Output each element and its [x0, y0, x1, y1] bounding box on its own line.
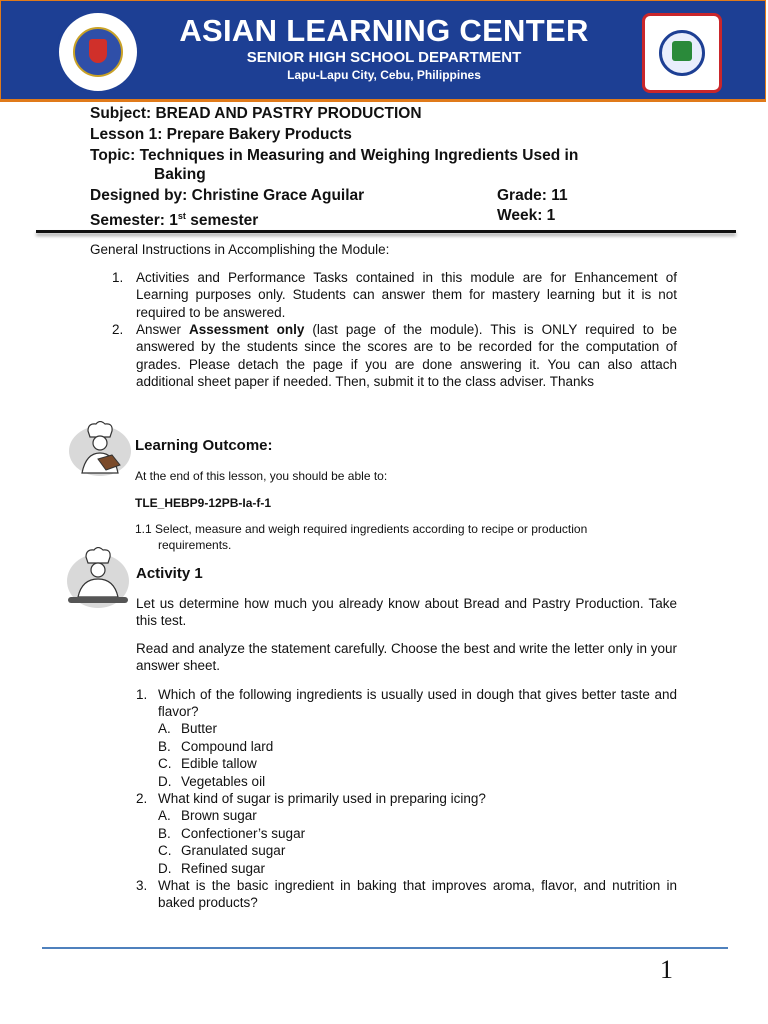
- question-number: 1.: [136, 687, 148, 702]
- school-seal-logo: [642, 13, 722, 93]
- learning-outcome-intro: At the end of this lesson, you should be able to:: [135, 469, 388, 483]
- option-text: Butter: [181, 721, 218, 736]
- instruction-text: (last page of the module). This is ONLY required to be answered by the students since the scores are to be recorded for the computation of grades. Please detach the page if you are done answering it. You can also attach additional sheet paper if needed. Then, submit it to the class adviser. Thanks: [136, 322, 677, 390]
- option-text: Refined sugar: [181, 861, 266, 876]
- option-letter: A.: [158, 808, 171, 823]
- question-1: Which of the following ingredients is usually used in dough that gives better taste and flavor?: [158, 687, 677, 720]
- instruction-number: 1.: [112, 270, 124, 285]
- instruction-text: Answer: [136, 322, 190, 337]
- school-location: Lapu-Lapu City, Cebu, Philippines: [287, 68, 481, 82]
- instructions-heading: General Instructions in Accomplishing the Module:: [90, 242, 390, 257]
- header-divider: [36, 230, 736, 233]
- activity-intro: Let us determine how much you already know about Bread and Pastry Production. Take this test.: [136, 596, 677, 629]
- lesson-line: Lesson 1: Prepare Bakery Products: [90, 126, 352, 143]
- option-text: Granulated sugar: [181, 843, 286, 858]
- option-letter: D.: [158, 774, 172, 789]
- semester-ordinal: st: [177, 211, 186, 221]
- question-3: What is the basic ingredient in baking that improves aroma, flavor, and nutrition in baked products?: [158, 878, 677, 911]
- objective-line-cont: requirements.: [158, 538, 232, 552]
- option-letter: A.: [158, 721, 171, 736]
- question-2: What kind of sugar is primarily used in preparing icing?: [158, 791, 486, 806]
- week-line: Week: 1: [497, 207, 556, 224]
- instruction-number: 2.: [112, 322, 124, 337]
- option-text: Compound lard: [181, 739, 274, 754]
- department-name: SENIOR HIGH SCHOOL DEPARTMENT: [246, 49, 522, 66]
- header-banner: [0, 0, 766, 102]
- footer-divider: [42, 947, 728, 949]
- semester-line: [90, 206, 258, 231]
- option-text: Vegetables oil: [181, 774, 266, 789]
- option-text: Edible tallow: [181, 756, 257, 771]
- question-number: 2.: [136, 791, 148, 806]
- option-text: Brown sugar: [181, 808, 257, 823]
- option-letter: B.: [158, 739, 171, 754]
- instruction-item-2: [136, 321, 677, 391]
- topic-line: Topic: Techniques in Measuring and Weighing Ingredients Used in: [90, 147, 579, 164]
- option-letter: C.: [158, 843, 172, 858]
- learning-outcome-heading: Learning Outcome:: [135, 437, 273, 454]
- school-name: ASIAN LEARNING CENTER: [179, 13, 589, 48]
- grade-line: Grade: 11: [497, 187, 568, 204]
- objective-line: 1.1 Select, measure and weigh required ingredients according to recipe or production: [135, 522, 588, 536]
- topic-line-cont: Baking: [154, 166, 206, 183]
- activity-directions: Read and analyze the statement carefully. Choose the best and write the letter only in your answer sheet.: [136, 641, 677, 674]
- instruction-emphasis: Assessment only: [189, 322, 305, 337]
- instruction-item-1: Activities and Performance Tasks contained in this module are for Enhancement of Learning purposes only. Students can answer them for mastery learning but it is not required to be answered.: [136, 270, 677, 320]
- option-letter: C.: [158, 756, 172, 771]
- subject-line: Subject: BREAD AND PASTRY PRODUCTION: [90, 105, 422, 122]
- option-letter: B.: [158, 826, 171, 841]
- chef-reading-icon: [68, 421, 132, 477]
- semester-prefix: Semester: 1: [90, 212, 178, 230]
- option-text: Confectioner’s sugar: [181, 826, 306, 841]
- option-letter: D.: [158, 861, 172, 876]
- designer-line: Designed by: Christine Grace Aguilar: [90, 187, 365, 204]
- activity-heading: Activity 1: [136, 565, 203, 582]
- competency-code: TLE_HEBP9-12PB-Ia-f-1: [135, 496, 272, 510]
- page-number: 1: [660, 955, 673, 984]
- question-number: 3.: [136, 878, 148, 893]
- semester-suffix: semester: [185, 212, 259, 230]
- chef-baking-icon: [66, 547, 130, 609]
